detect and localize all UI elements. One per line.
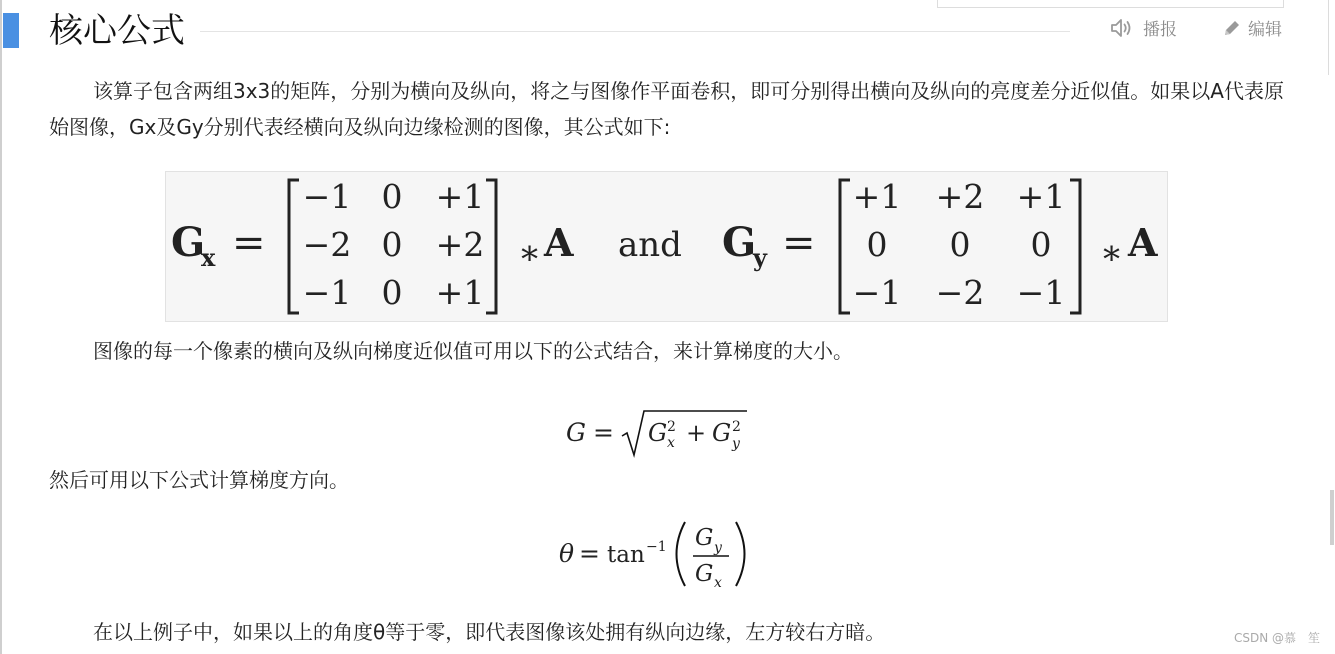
gy-cell: +1 <box>852 177 902 216</box>
denominator-sub: x <box>714 575 722 591</box>
gy-exponent: 2 <box>732 419 741 435</box>
top-panel-edge <box>937 0 1284 8</box>
magnitude-lhs: G <box>566 418 586 447</box>
gy-term-sub: y <box>732 436 740 452</box>
gy-cell: +2 <box>935 177 985 216</box>
left-paren <box>677 522 686 586</box>
plus-sign: + <box>686 419 707 447</box>
gx-equals: = <box>232 220 266 266</box>
gx-symbol: G <box>171 219 206 266</box>
edit-button[interactable] <box>1222 15 1282 40</box>
gx-right-bracket <box>486 180 496 313</box>
section-title: 核心公式 <box>49 11 185 51</box>
direction-lhs: θ <box>559 539 575 568</box>
gy-cell: −1 <box>852 273 902 312</box>
edit-label: 编辑 <box>1248 20 1282 40</box>
gy-term: G <box>712 419 732 447</box>
sobel-kernels-formula <box>165 171 1168 322</box>
broadcast-button[interactable] <box>1109 15 1177 40</box>
gx-exponent: 2 <box>667 419 676 435</box>
gx-cell: −2 <box>302 225 352 264</box>
gx-image-symbol: A <box>544 220 574 265</box>
watermark: CSDN @慕 笙 <box>1233 631 1320 645</box>
denominator: G <box>695 561 714 587</box>
gy-equals: = <box>782 220 816 266</box>
gy-cell: −1 <box>1016 273 1066 312</box>
gx-cell: −1 <box>302 273 352 312</box>
broadcast-label: 播报 <box>1143 20 1177 40</box>
direction-equals: = <box>579 539 600 568</box>
gy-image-symbol: A <box>1128 220 1158 265</box>
gy-symbol: G <box>722 219 757 266</box>
example-paragraph: 在以上例子中，如果以上的角度θ等于零，即代表图像该处拥有纵向边缘，左方较右方暗。 <box>93 620 886 644</box>
gx-cell: −1 <box>302 177 352 216</box>
gradient-magnitude-formula <box>560 402 760 462</box>
gx-cell: 0 <box>381 225 403 264</box>
magnitude-equals: = <box>593 418 614 447</box>
section-accent-bar <box>3 13 19 48</box>
gy-cell: 0 <box>1030 225 1052 264</box>
tan-exponent: −1 <box>646 539 667 555</box>
gx-term: G <box>648 419 668 447</box>
gx-cell: +1 <box>435 273 485 312</box>
gy-conv-operator: ∗ <box>1100 233 1124 273</box>
gx-cell: +1 <box>435 177 485 216</box>
tan-function: tan <box>607 542 645 568</box>
title-divider <box>200 31 1070 32</box>
left-border <box>0 0 2 654</box>
numerator: G <box>695 525 714 551</box>
intro-paragraph: 该算子包含两组3x3的矩阵，分别为横向及纵向，将之与图像作平面卷积，即可分别得出横向及纵向的亮度差分近似值。如果以A代表原始图像，Gx及Gy分别代表经横向及纵向边缘检测的图像，其公式如下: <box>49 79 1284 139</box>
gradient-direction-formula <box>555 516 755 592</box>
right-paren <box>736 522 745 586</box>
gx-subscript: x <box>201 243 216 272</box>
numerator-sub: y <box>714 540 722 556</box>
magnitude-paragraph: 图像的每一个像素的横向及纵向梯度近似值可用以下的公式结合，来计算梯度的大小。 <box>93 339 853 363</box>
gx-cell: +2 <box>435 225 485 264</box>
speaker-icon <box>1109 17 1133 39</box>
scrollbar-thumb[interactable] <box>1330 490 1334 545</box>
gy-cell: −2 <box>935 273 985 312</box>
gx-left-bracket <box>289 180 299 313</box>
gy-right-bracket <box>1070 180 1080 313</box>
pencil-icon <box>1222 18 1242 38</box>
right-border <box>1328 0 1329 75</box>
gx-cell: 0 <box>381 273 403 312</box>
gx-cell: 0 <box>381 177 403 216</box>
gx-conv-operator: ∗ <box>518 233 542 273</box>
gy-left-bracket <box>840 180 850 313</box>
and-text: and <box>618 225 682 265</box>
gy-cell: 0 <box>949 225 971 264</box>
direction-paragraph: 然后可用以下公式计算梯度方向。 <box>49 468 349 492</box>
gy-cell: +1 <box>1016 177 1066 216</box>
gy-subscript: y <box>753 243 767 272</box>
gx-term-sub: x <box>667 435 675 451</box>
gy-cell: 0 <box>866 225 888 264</box>
